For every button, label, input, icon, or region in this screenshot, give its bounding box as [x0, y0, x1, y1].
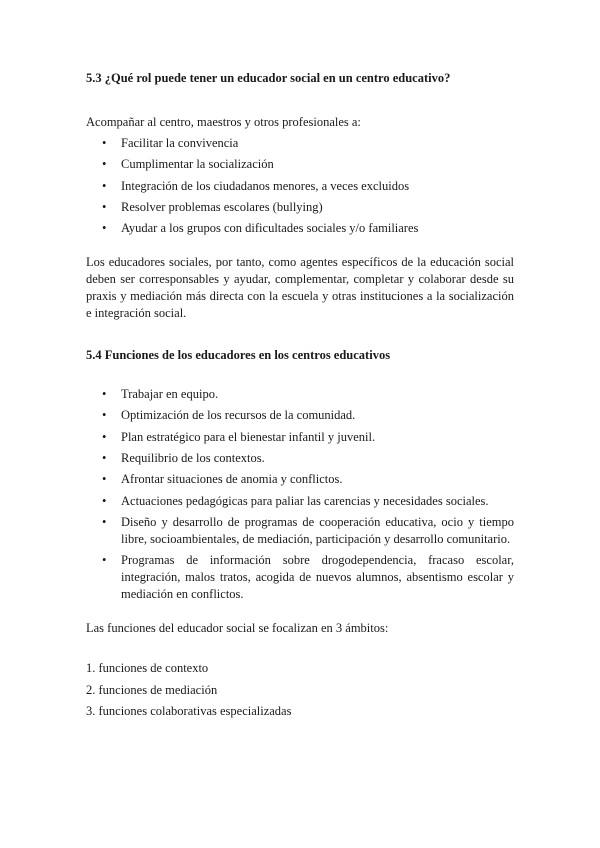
- bullet-icon: •: [102, 451, 107, 466]
- list-item: • Cumplimentar la socialización: [102, 157, 274, 172]
- heading-5-3: 5.3 ¿Qué rol puede tener un educador social en un centro educativo?: [86, 71, 451, 85]
- bullet-icon: •: [102, 553, 107, 568]
- bullet-icon: •: [102, 178, 107, 193]
- paragraph-5-3: Los educadores sociales, por tanto, como agentes específicos de la educación social deben ser corresponsables y ayudar, complementar, completar y colaborar desde su praxis y mediación más directa con la escuela y otras instituciones a la socialización e integración social.: [86, 255, 514, 321]
- bullet-icon: •: [102, 408, 107, 423]
- list-item: 3. funciones colaborativas especializadas: [86, 703, 292, 718]
- list-item: • Trabajar en equipo.: [102, 387, 219, 402]
- list-item: • Diseño y desarrollo de programas de cooperación educativa, ocio y tiempo libre, socioambientales, de mediación, participación y desarrollo comunitario.: [102, 514, 514, 546]
- bullet-icon: •: [102, 157, 107, 172]
- list-item: 1. funciones de contexto: [86, 661, 209, 676]
- heading-5-4: 5.4 Funciones de los educadores en los centros educativos: [86, 348, 391, 363]
- bullet-icon: •: [102, 472, 107, 487]
- document-page: [86, 70, 514, 724]
- bullet-icon: •: [102, 493, 107, 508]
- list-item: • Programas de información sobre drogodependencia, fracaso escolar, integración, malos tratos, acogida de nuevos alumnos, absentismo escolar y mediación en conflictos.: [102, 553, 514, 602]
- bullet-icon: •: [102, 429, 107, 444]
- list-item: • Plan estratégico para el bienestar infantil y juvenil.: [102, 429, 376, 444]
- list-item: • Afrontar situaciones de anomia y conflictos.: [102, 472, 343, 487]
- ambitos-list: [86, 660, 514, 720]
- bullet-icon: •: [102, 221, 107, 236]
- list-item: • Requilibrio de los contextos.: [102, 451, 265, 466]
- intro-5-3: Acompañar al centro, maestros y otros profesionales a:: [86, 115, 361, 129]
- list-item: • Ayudar a los grupos con dificultades sociales y/o familiares: [102, 221, 419, 236]
- list-5-3: [86, 135, 514, 237]
- list-item: 2. funciones de mediación: [86, 682, 218, 697]
- list-item: • Integración de los ciudadanos menores, a veces excluidos: [102, 178, 410, 193]
- list-5-4: [86, 386, 514, 603]
- bullet-icon: •: [102, 199, 107, 214]
- list-item: • Optimización de los recursos de la comunidad.: [102, 408, 356, 423]
- list-item: • Resolver problemas escolares (bullying): [102, 199, 323, 214]
- bullet-icon: •: [102, 514, 107, 529]
- list-item: • Facilitar la convivencia: [102, 136, 239, 150]
- bullet-icon: •: [102, 387, 107, 402]
- bullet-icon: •: [102, 136, 107, 150]
- list-item: • Actuaciones pedagógicas para paliar las carencias y necesidades sociales.: [102, 493, 489, 508]
- closing-5-4: Las funciones del educador social se focalizan en 3 ámbitos:: [86, 621, 389, 636]
